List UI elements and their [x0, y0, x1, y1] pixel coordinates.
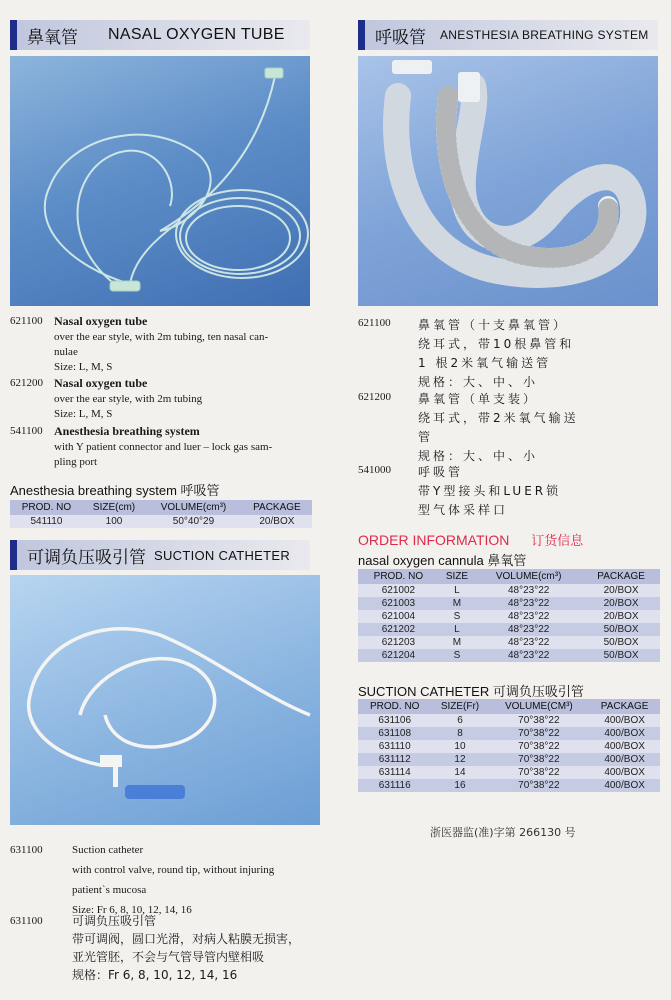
suction-cn-entry — [10, 912, 330, 984]
table-cell: 621002 — [358, 584, 439, 597]
table-cell: 400/BOX — [589, 766, 660, 779]
table-cell: 400/BOX — [589, 714, 660, 727]
breathing-system-photo — [358, 56, 658, 306]
cn-item-line: 规格：大、中、小 — [418, 449, 539, 463]
nasal-item-code: 541100 — [10, 425, 43, 437]
table-cell: 48°23°22 — [475, 623, 582, 636]
table-cell: 400/BOX — [589, 779, 660, 792]
table-cell: 621004 — [358, 610, 439, 623]
column-header: PROD. NO — [358, 569, 439, 584]
nasal-item-621100 — [10, 314, 330, 375]
column-header: SIZE(cm) — [83, 500, 145, 515]
cn-item-line: 型气体采样口 — [418, 503, 509, 517]
suction-en-line: patient`s mucosa — [72, 884, 147, 896]
suction-order-title: SUCTION CATHETER 可调负压吸引管 — [358, 684, 584, 699]
table-row — [358, 766, 660, 779]
column-header: VOLUME(cm³) — [145, 500, 242, 515]
column-header: PACKAGE — [242, 500, 312, 515]
nasal-item-code: 621100 — [10, 315, 43, 327]
order-title-en: ORDER INFORMATION — [358, 532, 510, 548]
suction-title-en: SUCTION CATHETER — [154, 547, 291, 563]
suction-en-line: with control valve, round tip, without injuring — [72, 864, 275, 876]
table-row — [10, 515, 312, 528]
suction-cn-line: 亚光管胚，不会与气管导管内壁相吸 — [72, 950, 265, 964]
nasal-item-541100 — [10, 424, 330, 470]
column-header: PROD. NO — [10, 500, 83, 515]
suction-catheter-illustration — [10, 575, 320, 825]
cn-item-code: 621100 — [358, 317, 391, 329]
order-title-cn: 订货信息 — [531, 534, 584, 549]
nasal-item-line: with Y patient connector and luer – lock gas sam- — [54, 441, 273, 453]
breathing-system-illustration — [358, 56, 658, 306]
nasal-item-name: Nasal oxygen tube — [54, 376, 148, 390]
nasal-order-table — [358, 569, 660, 662]
nasal-order-title: nasal oxygen cannula 鼻氧管 — [358, 553, 527, 568]
table-row — [358, 779, 660, 792]
table-cell: M — [439, 597, 475, 610]
table-header-row — [358, 699, 660, 714]
nasal-item-code: 621200 — [10, 377, 43, 389]
table-cell: 621203 — [358, 636, 439, 649]
table-row — [358, 727, 660, 740]
table-row — [358, 649, 660, 662]
nasal-item-name: Nasal oxygen tube — [54, 314, 148, 328]
table-cell: 631112 — [358, 753, 432, 766]
table-cell: 20/BOX — [582, 597, 660, 610]
table-cell: 70°38°22 — [488, 714, 589, 727]
nasal-item-line: pling port — [54, 456, 98, 468]
nasal-item-name: Anesthesia breathing system — [54, 424, 200, 438]
suction-title-cn: 可调负压吸引管 — [27, 547, 146, 568]
table-cell: 50°40°29 — [145, 515, 242, 528]
cn-item-line: 带Y型接头和LUER锁 — [418, 484, 562, 498]
column-header: SIZE — [439, 569, 475, 584]
table-cell: 70°38°22 — [488, 727, 589, 740]
table-cell: 12 — [432, 753, 489, 766]
registration-number: 浙医器监(准)字第 266130 号 — [430, 826, 576, 839]
table-cell: 70°38°22 — [488, 766, 589, 779]
table-cell: 631108 — [358, 727, 432, 740]
table-row — [358, 623, 660, 636]
cn-item-621200 — [358, 390, 658, 466]
anesthesia-table — [10, 500, 312, 528]
cn-item-code: 541000 — [358, 464, 391, 476]
anesthesia-table-title: Anesthesia breathing system 呼吸管 — [10, 483, 220, 498]
table-cell: 48°23°22 — [475, 636, 582, 649]
suction-en-entry — [10, 840, 330, 920]
column-header: VOLUME(cm³) — [475, 569, 582, 584]
table-cell: 10 — [432, 740, 489, 753]
table-cell: 48°23°22 — [475, 584, 582, 597]
nasal-item-line: Size: L, M, S — [54, 408, 113, 420]
table-cell: 621202 — [358, 623, 439, 636]
table-cell: 6 — [432, 714, 489, 727]
header-accent-block — [10, 540, 17, 570]
table-row — [358, 597, 660, 610]
nasal-title-en: NASAL OXYGEN TUBE — [108, 26, 285, 43]
suction-cn-line: 可调负压吸引管 — [72, 914, 157, 928]
table-cell: 70°38°22 — [488, 753, 589, 766]
nasal-tube-photo — [10, 56, 310, 306]
table-cell: L — [439, 623, 475, 636]
table-cell: 621204 — [358, 649, 439, 662]
table-cell: 20/BOX — [582, 584, 660, 597]
column-header: PACKAGE — [589, 699, 660, 714]
table-cell: 631114 — [358, 766, 432, 779]
column-header: PROD. NO — [358, 699, 432, 714]
cn-item-line: 鼻氧管（单支装） — [418, 392, 539, 406]
cn-item-line: 1 根2米氧气输送管 — [418, 356, 552, 370]
table-cell: S — [439, 610, 475, 623]
cn-item-541000 — [358, 463, 658, 520]
table-cell: 621003 — [358, 597, 439, 610]
nasal-item-621200 — [10, 376, 330, 422]
nasal-tube-illustration — [10, 56, 310, 306]
table-cell: 8 — [432, 727, 489, 740]
table-cell: 631106 — [358, 714, 432, 727]
table-cell: 48°23°22 — [475, 649, 582, 662]
suction-header — [10, 540, 310, 570]
table-row — [358, 584, 660, 597]
table-row — [358, 740, 660, 753]
nasal-item-line: over the ear style, with 2m tubing, ten nasal can- — [54, 331, 269, 343]
table-cell: 50/BOX — [582, 649, 660, 662]
cn-item-line: 鼻氧管（十支鼻氧管） — [418, 318, 569, 332]
nasal-title-cn: 鼻氧管 — [27, 27, 78, 48]
table-cell: 631110 — [358, 740, 432, 753]
table-header-row — [10, 500, 312, 515]
table-cell: 70°38°22 — [488, 779, 589, 792]
nasal-item-line: Size: L, M, S — [54, 361, 113, 373]
table-cell: 400/BOX — [589, 727, 660, 740]
table-cell: S — [439, 649, 475, 662]
table-cell: L — [439, 584, 475, 597]
cn-item-code: 621200 — [358, 391, 391, 403]
suction-en-line: Size: Fr 6, 8, 10, 12, 14, 16 — [72, 904, 192, 916]
anesthesia-header — [358, 20, 658, 50]
anesthesia-title-cn: 呼吸管 — [375, 27, 426, 48]
table-cell: 14 — [432, 766, 489, 779]
table-cell: 48°23°22 — [475, 597, 582, 610]
cn-item-line: 规格：大、中、小 — [418, 375, 539, 389]
table-cell: 50/BOX — [582, 636, 660, 649]
table-cell: 20/BOX — [582, 610, 660, 623]
column-header: SIZE(Fr) — [432, 699, 489, 714]
suction-order-table — [358, 699, 660, 792]
suction-cn-code: 631100 — [10, 915, 43, 927]
table-cell: 400/BOX — [589, 740, 660, 753]
cn-item-line: 呼吸管 — [418, 465, 464, 479]
table-cell: 50/BOX — [582, 623, 660, 636]
table-cell: M — [439, 636, 475, 649]
anesthesia-title-en: ANESTHESIA BREATHING SYSTEM — [440, 28, 649, 42]
table-row — [358, 636, 660, 649]
suction-catheter-photo — [10, 575, 320, 825]
suction-cn-line: 带可调阀，圆口光滑，对病人粘膜无损害， — [72, 932, 301, 946]
table-row — [358, 610, 660, 623]
table-cell: 16 — [432, 779, 489, 792]
nasal-header — [10, 20, 310, 50]
table-row — [358, 753, 660, 766]
table-cell: 20/BOX — [242, 515, 312, 528]
column-header: VOLUME(CM³) — [488, 699, 589, 714]
nasal-item-line: nulae — [54, 346, 78, 358]
suction-cn-line: 规格：Fr 6, 8, 10, 12, 14, 16 — [72, 968, 238, 982]
cn-item-line: 绕耳式，带2米氧气输送 — [418, 411, 579, 425]
table-cell: 631116 — [358, 779, 432, 792]
cn-item-621100 — [358, 316, 658, 392]
cn-item-line: 绕耳式，带10根鼻管和 — [418, 337, 575, 351]
header-accent-block — [358, 20, 365, 50]
table-cell: 541110 — [10, 515, 83, 528]
table-cell: 100 — [83, 515, 145, 528]
table-row — [358, 714, 660, 727]
cn-item-line: 管 — [418, 430, 434, 444]
suction-en-line: Suction catheter — [72, 844, 144, 856]
header-accent-block — [10, 20, 17, 50]
suction-en-code: 631100 — [10, 844, 43, 856]
table-cell: 70°38°22 — [488, 740, 589, 753]
order-title — [358, 530, 583, 549]
nasal-item-line: over the ear style, with 2m tubing — [54, 393, 203, 405]
table-cell: 400/BOX — [589, 753, 660, 766]
column-header: PACKAGE — [582, 569, 660, 584]
table-header-row — [358, 569, 660, 584]
table-cell: 48°23°22 — [475, 610, 582, 623]
